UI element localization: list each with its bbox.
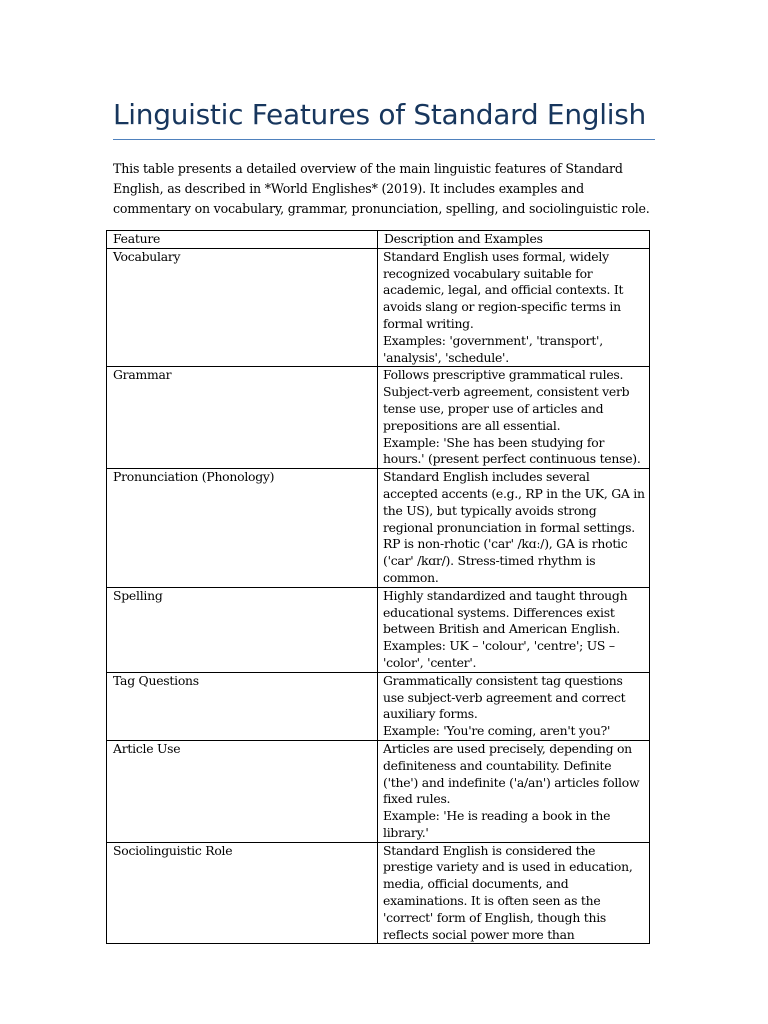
example-text: Example: 'She has been studying for hours.' (present perfect continuous tense). — [383, 434, 641, 467]
table-row — [107, 672, 650, 740]
table-row — [107, 740, 650, 842]
title-divider — [113, 139, 655, 140]
table-row — [107, 587, 650, 672]
description-text: Standard English is considered the prestige variety and is used in education, media, official documents, and examinations. It is often seen as the 'correct' form of English, though this reflects social power more than — [383, 842, 633, 942]
table-row — [107, 248, 650, 367]
description-text: Articles are used precisely, depending on definiteness and countability. Definite ('the') and indefinite ('a/an') articles follow fixed rules. — [383, 740, 640, 807]
feature-cell: Grammar — [107, 367, 378, 469]
features-table — [106, 230, 650, 944]
intro-paragraph: This table presents a detailed overview of the main linguistic features of Standard English, as described in *World Englishes* (2019). It includes examples and commentary on vocabulary, grammar, pronunciation, spelling, and sociolinguistic role. — [113, 161, 650, 216]
description-text: Highly standardized and taught through educational systems. Differences exist between British and American English. — [383, 587, 628, 637]
feature-cell: Vocabulary — [107, 248, 378, 367]
document-title: Linguistic Features of Standard English — [113, 98, 646, 131]
description-cell — [378, 367, 650, 469]
description-cell — [378, 740, 650, 842]
feature-cell: Spelling — [107, 587, 378, 672]
column-header-feature: Feature — [107, 231, 378, 249]
example-text: Example: 'You're coming, aren't you?' — [383, 723, 611, 739]
example-text: Example: 'He is reading a book in the library.' — [383, 808, 611, 840]
example-text: Examples: UK – 'colour', 'centre'; US – 'color', 'center'. — [383, 638, 615, 670]
description-text: Standard English uses formal, widely recognized vocabulary suitable for academic, legal, and official contexts. It avoids slang or region-specific terms in formal writing. — [383, 248, 624, 331]
table-row — [107, 469, 650, 588]
table-row — [107, 842, 650, 944]
description-cell — [378, 248, 650, 367]
example-text: RP is non-rhotic ('car' /kɑː/), GA is rhotic ('car' /kɑr/). Stress-timed rhythm is common. — [383, 536, 628, 585]
column-header-description: Description and Examples — [378, 231, 650, 249]
example-text: Examples: 'government', 'transport', 'analysis', 'schedule'. — [383, 332, 603, 365]
description-cell — [378, 672, 650, 740]
table-body — [107, 248, 650, 944]
description-text: Standard English includes several accepted accents (e.g., RP in the UK, GA in the US), but typically avoids strong regional pronunciation in formal settings. — [383, 469, 645, 535]
description-cell — [378, 469, 650, 588]
feature-cell: Sociolinguistic Role — [107, 842, 378, 944]
description-cell — [378, 587, 650, 672]
description-cell — [378, 842, 650, 944]
feature-cell: Pronunciation (Phonology) — [107, 469, 378, 588]
table-header-row — [107, 231, 650, 249]
description-text: Follows prescriptive grammatical rules. Subject-verb agreement, consistent verb tense use, proper use of articles and prepositions are all essential. — [383, 367, 630, 433]
table-row — [107, 367, 650, 469]
feature-cell: Tag Questions — [107, 672, 378, 740]
feature-cell: Article Use — [107, 740, 378, 842]
description-text: Grammatically consistent tag questions use subject-verb agreement and correct auxiliary forms. — [383, 672, 626, 722]
